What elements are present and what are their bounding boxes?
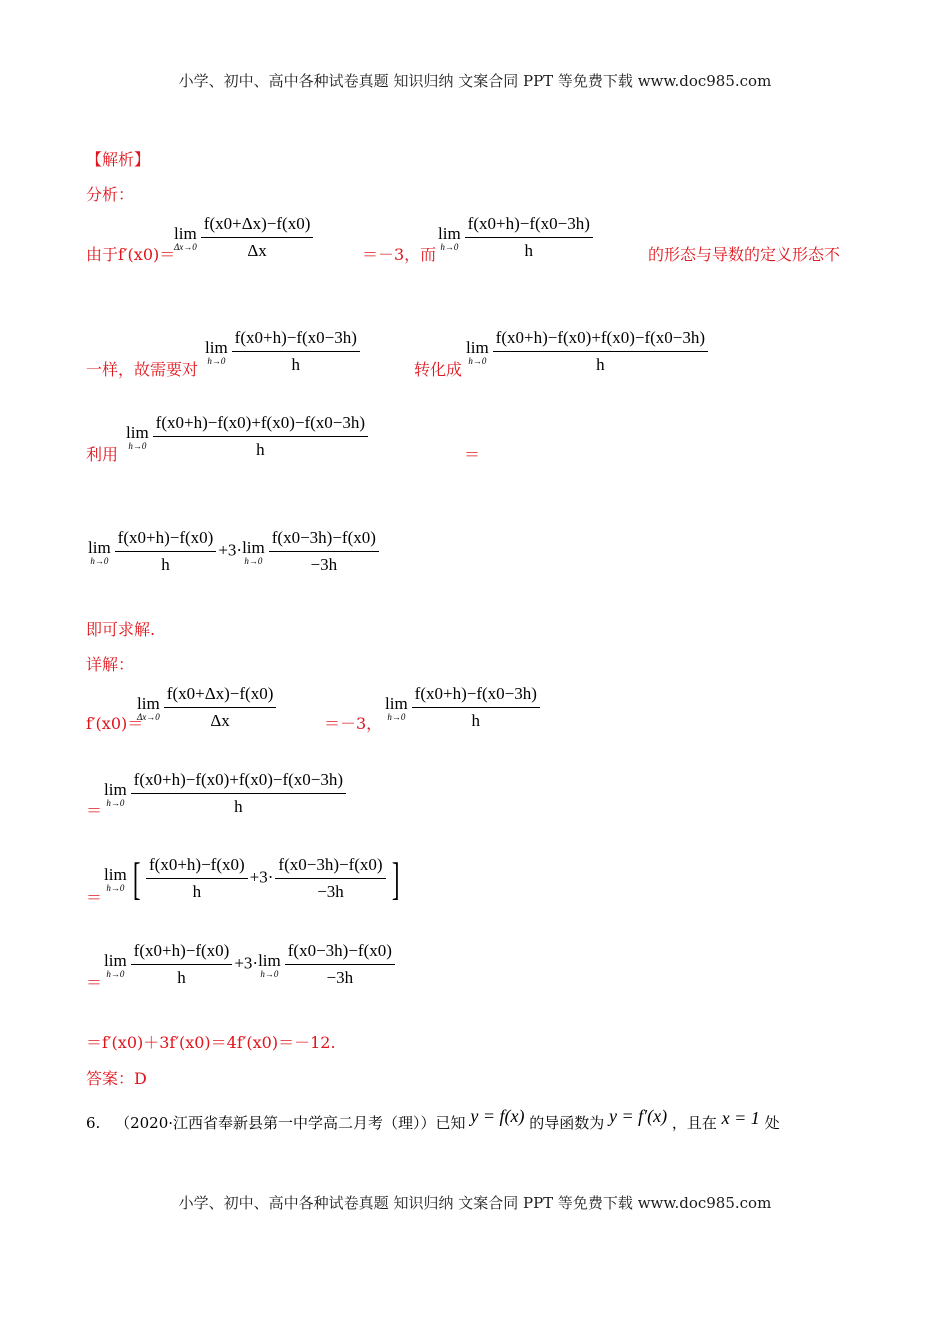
formula-two-limits: lim h→0 $\frac{f(x0+h)-f(x0)}{h}$ +3· lim h→0 $\frac{f(x0-3h)-f(x0)}{-3h}$ — [88, 528, 381, 575]
line1-mid: ＝－3，而 — [362, 245, 437, 264]
page-header: 小学、初中、高中各种试卷真题 知识归纳 文案合同 PPT 等免费下载 www.doc985.com — [178, 72, 772, 90]
question-source: （2020·江西省奉新县第一中学高二月考（理））已知 — [115, 1114, 466, 1132]
line2-mid: 转化成 — [414, 360, 463, 379]
formula-derivative-def: lim Δx→0 $\frac{f(x0+\Delta x)-f(x0)}{\Delta x}$ — [174, 214, 315, 261]
detail-formula-bracket: lim h→0 [ $\frac{f(x0+h)-f(x0)}{h}$ +3· $\frac{f(x0-3h)-f(x0)}{-3h}$ ] — [104, 852, 400, 904]
detail-formula-def: lim Δx→0 $\frac{f(x0+\Delta x)-f(x0)}{\Delta x}$ — [137, 684, 278, 731]
formula-split: lim h→0 $\frac{f(x0+h)-f(x0)+f(x0)-f(x0-3h)}{h}$ — [466, 328, 710, 375]
detail-prefix: f′(x0)＝ — [86, 714, 144, 733]
detail-eq-3: ＝ — [86, 888, 103, 907]
formula-limit-3h-2: lim h→0 $\frac{f(x0+h)-f(x0-3h)}{h}$ — [205, 328, 362, 375]
detail-eq: ＝－3， — [324, 714, 383, 733]
question-line — [86, 1106, 780, 1133]
conclusion-text: 即可求解. — [86, 620, 156, 639]
line1-prefix: 由于f′(x0)＝ — [86, 245, 176, 264]
analysis-label: 分析： — [86, 185, 135, 204]
detail-formula-two-limits: lim h→0 $\frac{f(x0+h)-f(x0)}{h}$ +3· lim h→0 $\frac{f(x0-3h)-f(x0)}{-3h}$ — [104, 941, 397, 988]
detail-eq-2: ＝ — [86, 801, 103, 820]
detail-formula-split: lim h→0 $\frac{f(x0+h)-f(x0)+f(x0)-f(x0-3h)}{h}$ — [104, 770, 348, 817]
line1-suffix: 的形态与导数的定义形态不 — [648, 245, 841, 264]
answer: 答案：D — [86, 1069, 147, 1088]
question-number: 6. — [86, 1114, 101, 1132]
line3-eq: ＝ — [464, 445, 481, 464]
final-result: ＝f′(x0)＋3f′(x0)＝4f′(x0)＝－12. — [86, 1033, 336, 1052]
line2-prefix: 一样，故需要对 — [86, 360, 199, 379]
detail-formula-3h: lim h→0 $\frac{f(x0+h)-f(x0-3h)}{h}$ — [385, 684, 542, 731]
formula-limit-3h: lim h→0 $\frac{f(x0+h)-f(x0-3h)}{h}$ — [438, 214, 595, 261]
question-fn1: y = f(x) — [470, 1106, 525, 1126]
question-end: 处 — [764, 1114, 780, 1132]
page-footer: 小学、初中、高中各种试卷真题 知识归纳 文案合同 PPT 等免费下载 www.doc985.com — [178, 1194, 772, 1212]
question-mid1: 的导函数为 — [529, 1114, 605, 1132]
detail-eq-4: ＝ — [86, 973, 103, 992]
section-title: 【解析】 — [86, 150, 151, 169]
question-fn2: y = f′(x) — [609, 1106, 668, 1126]
formula-split-2: lim h→0 $\frac{f(x0+h)-f(x0)+f(x0)-f(x0-3h)}{h}$ — [126, 413, 370, 460]
question-cond: x = 1 — [721, 1108, 760, 1128]
detail-label: 详解： — [86, 655, 135, 674]
question-mid2: ，且在 — [671, 1114, 717, 1132]
line3-prefix: 利用 — [86, 445, 119, 464]
